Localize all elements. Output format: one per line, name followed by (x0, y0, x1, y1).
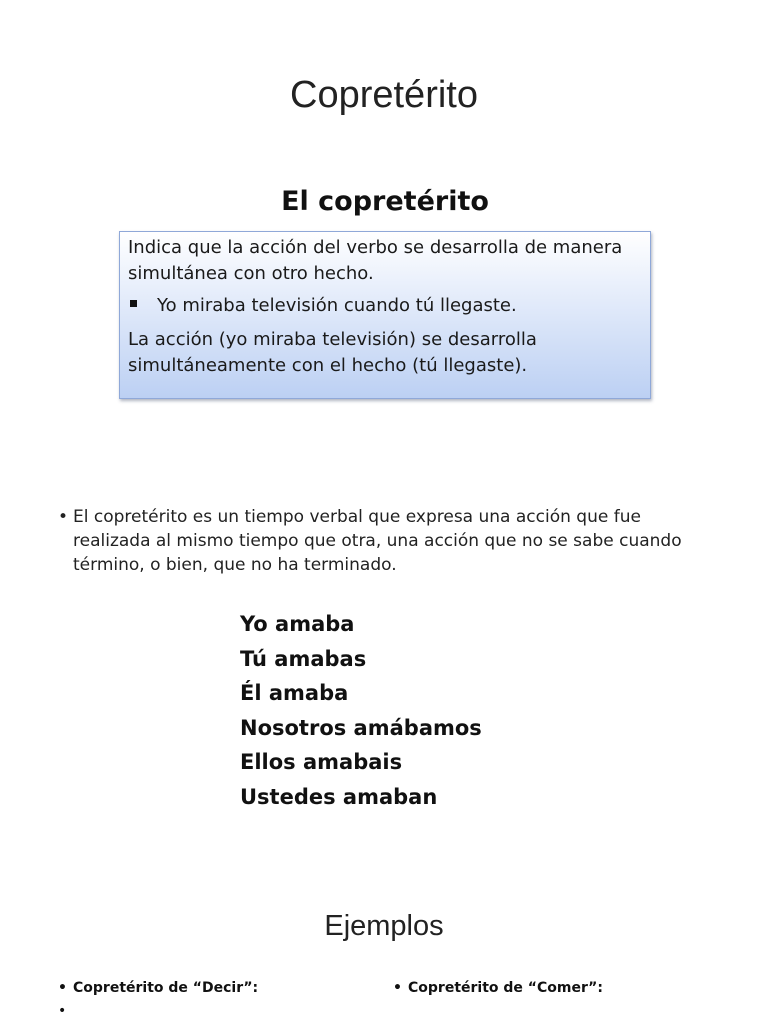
example-decir (58, 980, 258, 996)
conjugation-item: Él amaba (240, 681, 349, 705)
conjugation-item: Tú amabas (240, 646, 367, 671)
examples-title: Ejemplos (324, 910, 444, 942)
page-title: Copretérito (290, 74, 478, 116)
bullet-icon: • (58, 980, 67, 996)
info-box (119, 231, 651, 399)
definition-text: El copretérito es un tiempo verbal que expresa una acción que fue realizada al mismo tiempo que otra, una acción que no se sabe cuando término, o bien, que no ha terminado. (73, 507, 682, 575)
conjugation-item: Yo amaba (240, 612, 355, 636)
conjugation-item: Ellos amabais (240, 750, 403, 774)
conjugation-item: Ustedes amaban (240, 784, 438, 809)
image-heading: El copretérito (281, 186, 489, 217)
example-comer (393, 980, 603, 996)
info-box-text: Indica que la acción del verbo se desarrolla de manera simultánea con otro hecho. (128, 237, 623, 284)
bullet-icon: • (58, 507, 69, 527)
example-comer-label: Copretérito de “Comer”: (408, 980, 603, 996)
example-decir-label: Copretérito de “Decir”: (73, 980, 259, 996)
info-box-bullet-text: Yo miraba televisión cuando tú llegaste. (157, 295, 517, 316)
empty-bullet-icon: • (58, 1003, 67, 1019)
definition-paragraph (58, 505, 718, 577)
square-bullet-icon (130, 300, 137, 307)
conjugation-list (240, 607, 482, 814)
info-box-explanation: La acción (yo miraba televisión) se desarrolla simultáneamente con el hecho (tú llegaste). (128, 329, 537, 376)
bullet-icon: • (393, 980, 402, 996)
info-box-bullet (128, 293, 642, 319)
conjugation-item: Nosotros amábamos (240, 715, 482, 740)
